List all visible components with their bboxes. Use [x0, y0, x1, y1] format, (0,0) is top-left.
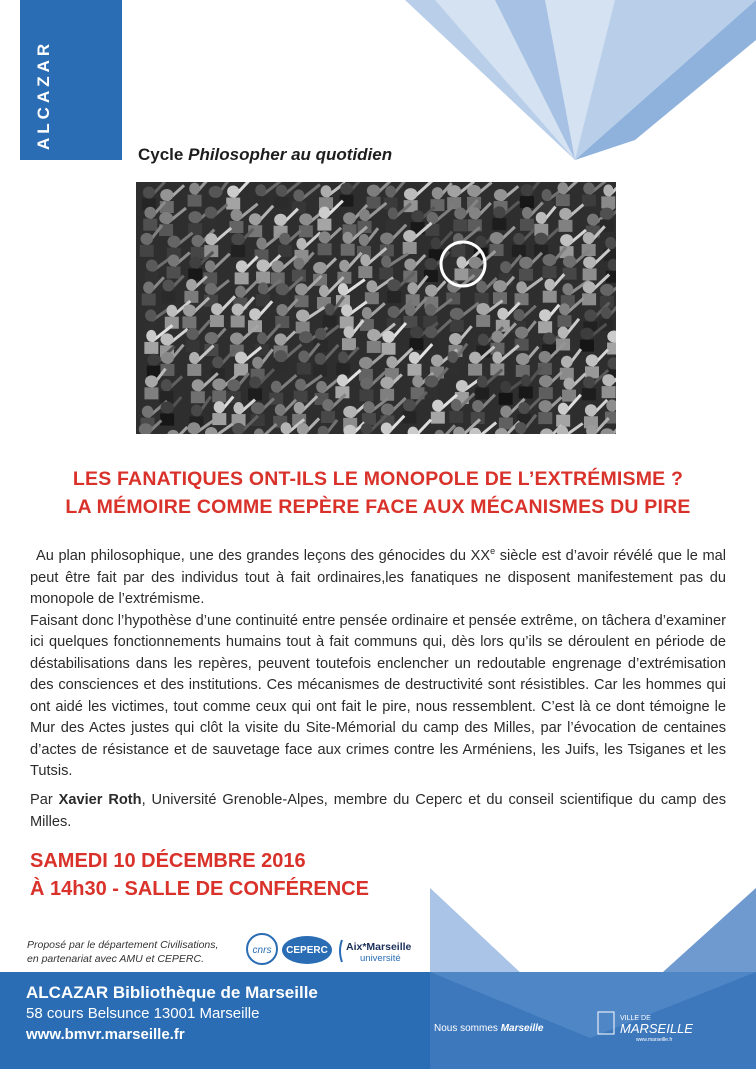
cnrs-logo-text: cnrs — [252, 945, 272, 956]
top-decorative-triangles — [375, 0, 756, 165]
ville-de-marseille-logo — [596, 1008, 706, 1046]
body-p1-sup: e — [490, 546, 496, 557]
footer-address: 58 cours Belsunce 13001 Marseille — [26, 1005, 260, 1022]
body-p1-text-end: siècle est d’avoir révélé que le mal peut être fait par des individus tout à fait ordinaires,les fanatiques ne disposent manifestement pas du monopole de l’extrémisme. — [30, 548, 726, 607]
amu-logo — [338, 937, 422, 965]
footer-decorative-panel — [430, 972, 756, 1069]
amu-logo-line-1: Aix*Marseille — [346, 941, 412, 953]
body-paragraphs — [30, 546, 726, 783]
body-p1-text: Au plan philosophique, une des grandes leçons des génocides du XX — [36, 548, 491, 564]
nous-sommes-brand: Marseille — [500, 1023, 544, 1034]
ceperc-logo — [281, 935, 333, 965]
side-tab-label: ALCAZAR — [34, 39, 53, 150]
ville-logo-url: www.marseille.fr — [636, 1037, 673, 1043]
body-paragraph-1 — [30, 546, 726, 611]
ville-logo-top: VILLE DE — [620, 1015, 651, 1022]
crowd-photo — [136, 182, 616, 434]
headline-line-1: LES FANATIQUES ONT-ILS LE MONOPOLE DE L’EXTRÉMISME ? — [72, 468, 684, 490]
nous-sommes-text: Nous sommes — [434, 1023, 501, 1034]
author-name: Xavier Roth — [58, 792, 142, 808]
cycle-name: Philosopher au quotidien — [188, 145, 393, 164]
ville-logo-name: MARSEILLE — [620, 1021, 693, 1036]
footer-website-link[interactable]: www.bmvr.marseille.fr — [26, 1026, 185, 1043]
cycle-title — [138, 145, 392, 165]
body-paragraph-2: Faisant donc l’hypothèse d’une continuité entre pensée ordinaire et pensée extrême, on tâchera d’examiner ici quelques fonctionnements humains tout à fait communs qui, dès lors qu’ils se déroulent en période de déstabilisations dans les repères, peuvent toutefois enclencher un redoutable engrenage d’extrémisation des consciences et des institutions. Ces mécanismes de destructivité sont résistibles. Car les hommes qui ont aidé les victimes, tout comme ceux qui ont fait le pire, nous ressemblent. C’est là ce dont témoigne le Mur des Actes justes qui clôt la visite du Site-Mémorial du camp des Milles, par l’évocation de centaines d’actes de résistance et de sauvetage face aux crimes contre les Arméniens, les Juifs, les Tsiganes et les Tutsis. — [30, 612, 726, 779]
footer-library-name — [26, 983, 318, 1003]
cnrs-logo — [245, 932, 279, 966]
author-prefix: Par — [30, 792, 59, 808]
partners-note-line-1: Proposé par le département Civilisations, — [27, 939, 219, 951]
footer-library: Bibliothèque de Marseille — [108, 983, 318, 1002]
footer-alcazar: ALCAZAR — [26, 983, 109, 1002]
event-time-place: À 14h30 - SALLE DE CONFÉRENCE — [30, 878, 369, 900]
partners-note-line-2: en partenariat avec AMU et CEPERC. — [27, 953, 205, 965]
event-date: SAMEDI 10 DÉCEMBRE 2016 — [30, 850, 306, 872]
cycle-prefix: Cycle — [138, 145, 184, 164]
nous-sommes-marseille — [434, 1023, 544, 1034]
crowd-photo-drawing — [136, 182, 616, 434]
author-paragraph — [30, 790, 726, 833]
partners-note — [27, 938, 218, 966]
amu-logo-line-2: université — [360, 953, 401, 964]
author-affiliation: , Université Grenoble-Alpes, membre du Ceperc et du conseil scientifique du camp des Milles. — [30, 792, 727, 830]
headline-line-2: LA MÉMOIRE COMME REPÈRE FACE AUX MÉCANISMES DU PIRE — [65, 496, 691, 518]
ceperc-logo-text: CEPERC — [286, 945, 328, 956]
